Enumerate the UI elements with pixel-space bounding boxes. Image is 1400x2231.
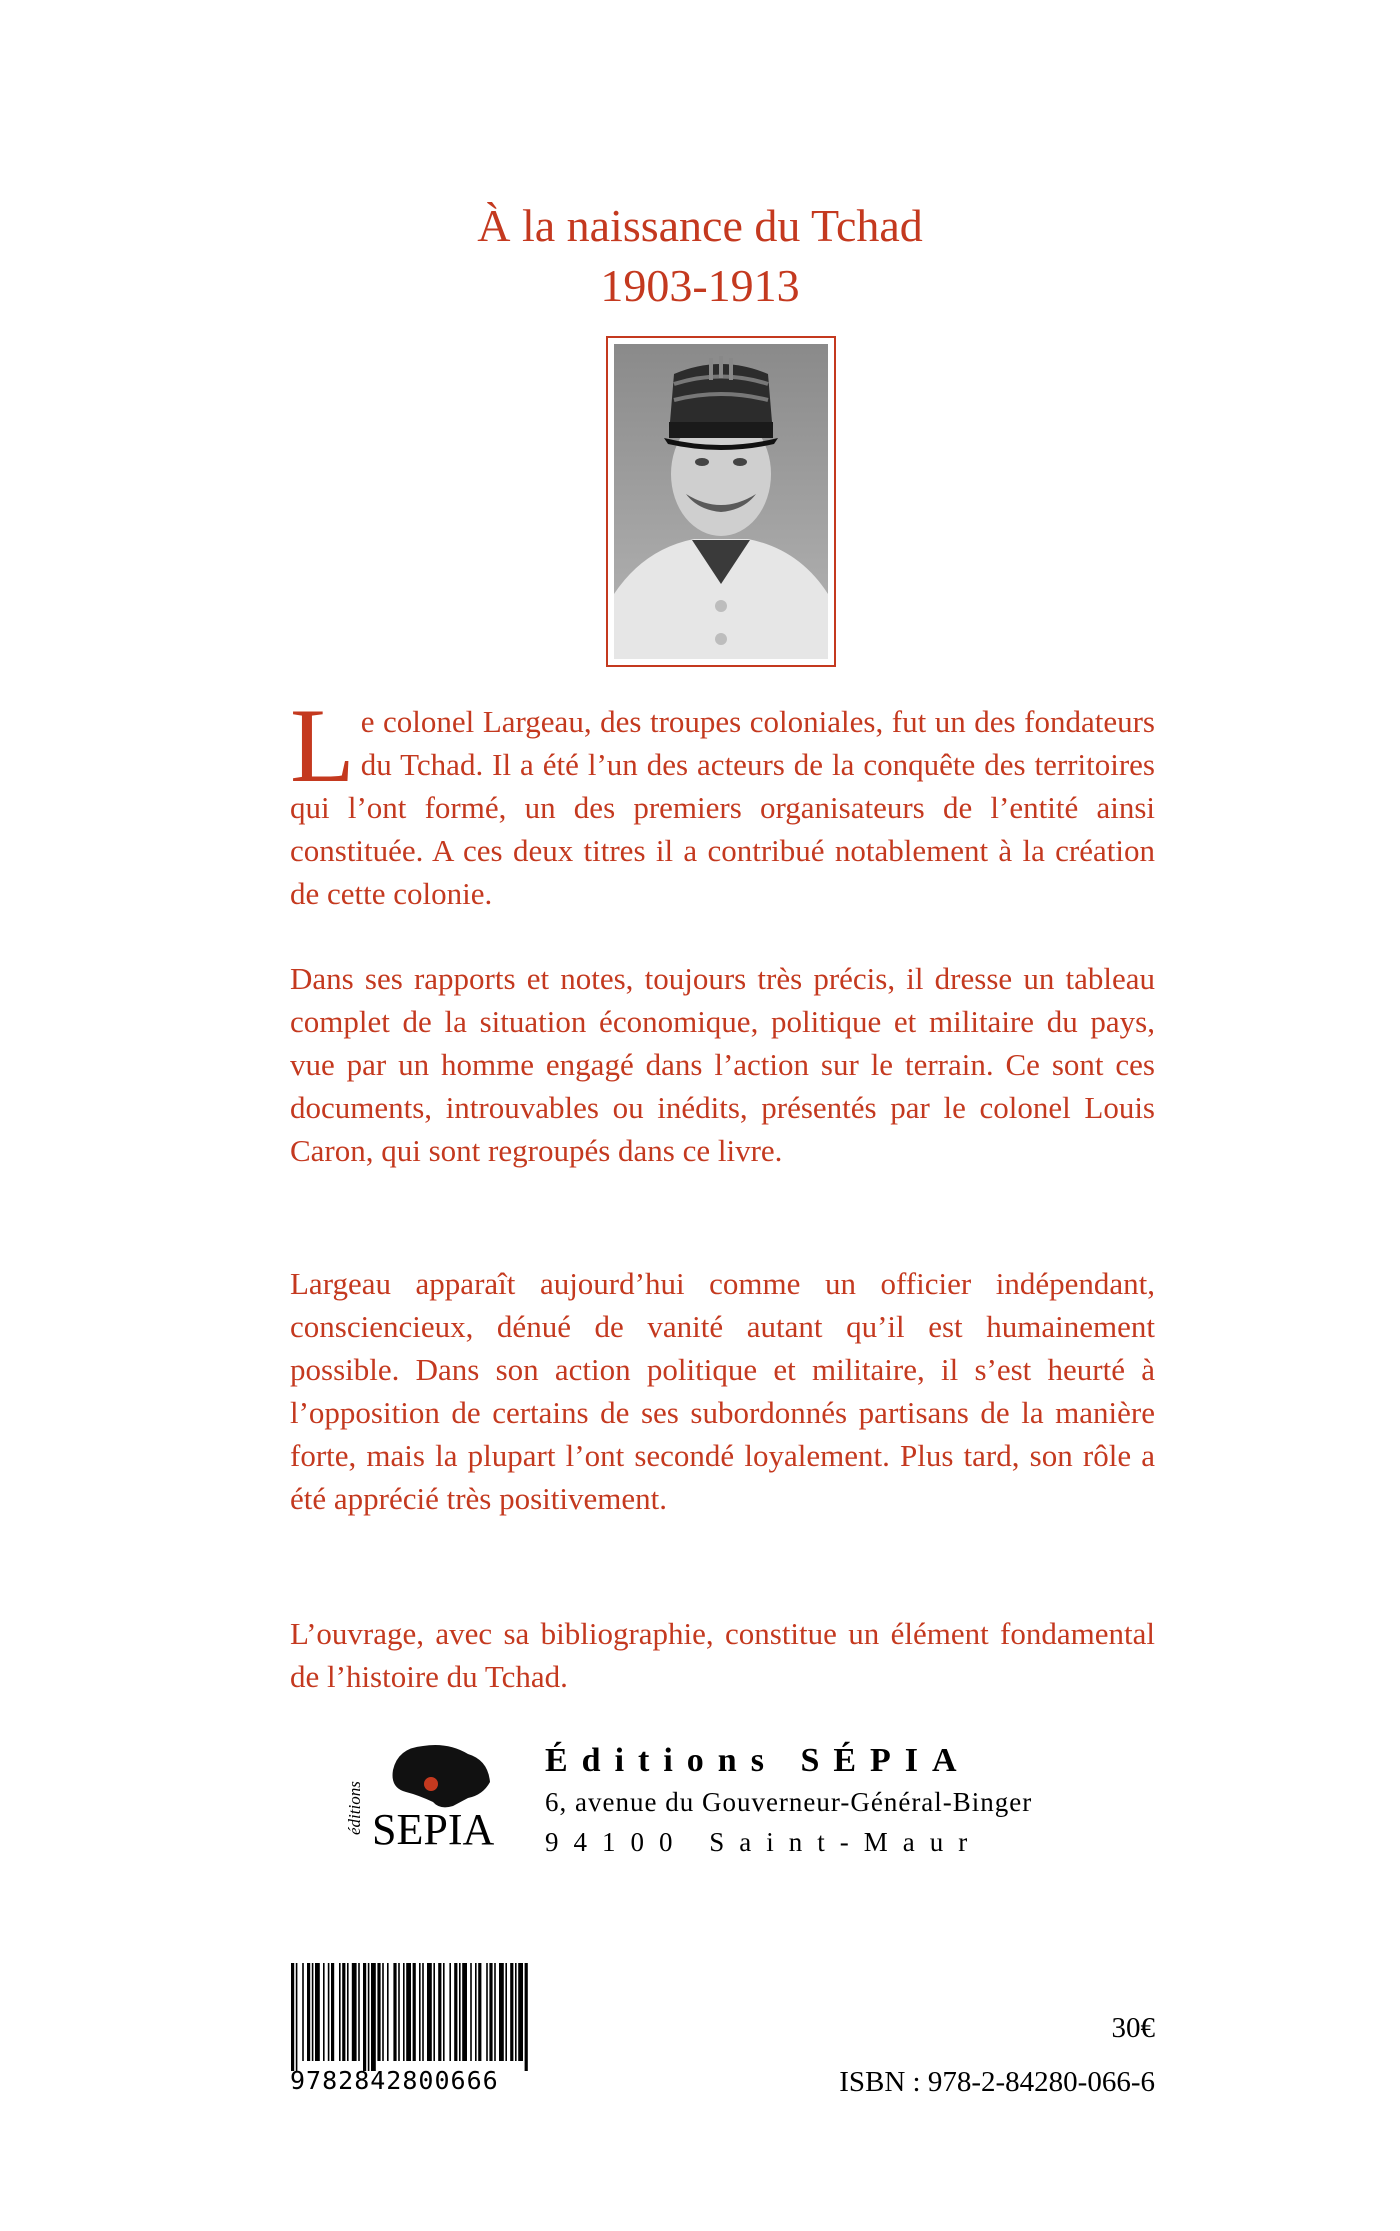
- barcode-bar: [382, 1963, 384, 2061]
- barcode-bar: [525, 1963, 528, 2071]
- sepia-logo: [338, 1740, 498, 1850]
- barcode-bar: [494, 1963, 496, 2061]
- paragraph-1-text: e colonel Largeau, des troupes coloniales, fut un des fondateurs du Tchad. Il a été l’un des acteurs de la conquête des territoires qui l’ont formé, un des premiers organisateurs de l’entité ainsi constituée. A ces deux titres il a contribué notablement à la création de cette colonie.: [290, 704, 1155, 911]
- paragraph-4: L’ouvrage, avec sa bibliographie, constitue un élément fondamental de l’histoire du Tchad.: [290, 1616, 1155, 1694]
- publisher-address-city: 94100 Saint-Maur: [545, 1827, 983, 1857]
- barcode-bar: [393, 1963, 396, 2061]
- barcode-bar: [403, 1963, 405, 2061]
- barcode-bar: [342, 1963, 345, 2061]
- barcode-bar: [510, 1963, 513, 2061]
- barcode-bar: [489, 1963, 492, 2061]
- barcode-bar: [377, 1963, 380, 2061]
- barcode-bar: [422, 1963, 424, 2061]
- barcode-bar: [307, 1963, 310, 2061]
- isbn: ISBN : 978-2-84280-066-6: [839, 2066, 1155, 2098]
- barcode-bar: [371, 1963, 376, 2071]
- logo-editions-text: éditions: [345, 1781, 364, 1835]
- barcode-bar: [323, 1963, 325, 2061]
- barcode-bar: [518, 1963, 523, 2061]
- barcode-bar: [302, 1963, 304, 2061]
- barcode-bar: [406, 1963, 411, 2061]
- barcode-bar: [328, 1963, 330, 2061]
- barcode-bar: [505, 1963, 507, 2061]
- barcode-bar: [347, 1963, 349, 2061]
- barcode-bar: [352, 1963, 357, 2061]
- logo-sepia-text: SEPIA: [372, 1805, 495, 1850]
- barcode-bar: [363, 1963, 366, 2071]
- barcode-bar: [459, 1963, 461, 2061]
- book-title: À la naissance du Tchad: [477, 200, 923, 251]
- barcode-bar: [315, 1963, 320, 2061]
- barcode-bar: [470, 1963, 472, 2061]
- barcode-bar: [454, 1963, 457, 2061]
- drop-cap: L: [290, 687, 355, 804]
- barcode-bar: [413, 1963, 416, 2061]
- barcode-bar: [291, 1963, 294, 2071]
- barcode-bar: [515, 1963, 517, 2061]
- barcode-bar: [312, 1963, 314, 2061]
- portrait-photo: [606, 336, 836, 667]
- barcode-bar: [499, 1963, 504, 2061]
- book-dates: 1903-1913: [600, 260, 800, 311]
- paragraph-3: Largeau apparaît aujourd’hui comme un officier indépendant, consciencieux, dénué de vanité autant qu’il est humainement possible. Dans son action politique et militaire, il s’est heurté à l’opposition de certains de ses subordonnés partisans de la manière forte, mais la plupart l’ont secondé loyalement. Plus tard, son rôle a été apprécié très positivement.: [290, 1266, 1155, 1516]
- barcode-bar: [478, 1963, 481, 2061]
- africa-silhouette-icon: [393, 1745, 490, 1807]
- barcode-bar: [339, 1963, 341, 2061]
- barcode-bar: [331, 1963, 334, 2061]
- barcode-bar: [368, 1963, 370, 2071]
- barcode-bar: [398, 1963, 400, 2061]
- publisher-address-street: 6, avenue du Gouverneur-Général-Binger: [545, 1787, 1033, 1817]
- barcode-bar: [427, 1963, 432, 2061]
- paragraph-1: [290, 687, 1155, 915]
- paragraph-2: Dans ses rapports et notes, toujours très précis, il dresse un tableau complet de la situation économique, politique et militaire du pays, vue par un homme engagé dans l’action sur le terrain. Ce sont ces documents, introuvables ou inédits, présentés par le colonel Louis Caron, qui sont regroupés dans ce livre.: [290, 961, 1155, 1168]
- barcode-bar: [449, 1963, 451, 2061]
- barcode-bar: [475, 1963, 477, 2061]
- barcode-bar: [419, 1963, 421, 2061]
- barcode-bar: [358, 1963, 360, 2061]
- barcode-bar: [443, 1963, 445, 2061]
- barcode-bar: [296, 1963, 298, 2071]
- portrait-photo-icon: [614, 344, 828, 659]
- barcode-number: 9782842800666: [290, 2066, 499, 2095]
- publisher-name: Éditions SÉPIA: [545, 1742, 971, 1779]
- red-dot-icon: [424, 1777, 438, 1791]
- barcode-bar: [462, 1963, 467, 2061]
- barcode-bar: [438, 1963, 441, 2061]
- barcode-bar: [486, 1963, 488, 2061]
- price: 30€: [1111, 2012, 1155, 2044]
- barcode-bar: [387, 1963, 389, 2061]
- barcode-bar: [433, 1963, 435, 2061]
